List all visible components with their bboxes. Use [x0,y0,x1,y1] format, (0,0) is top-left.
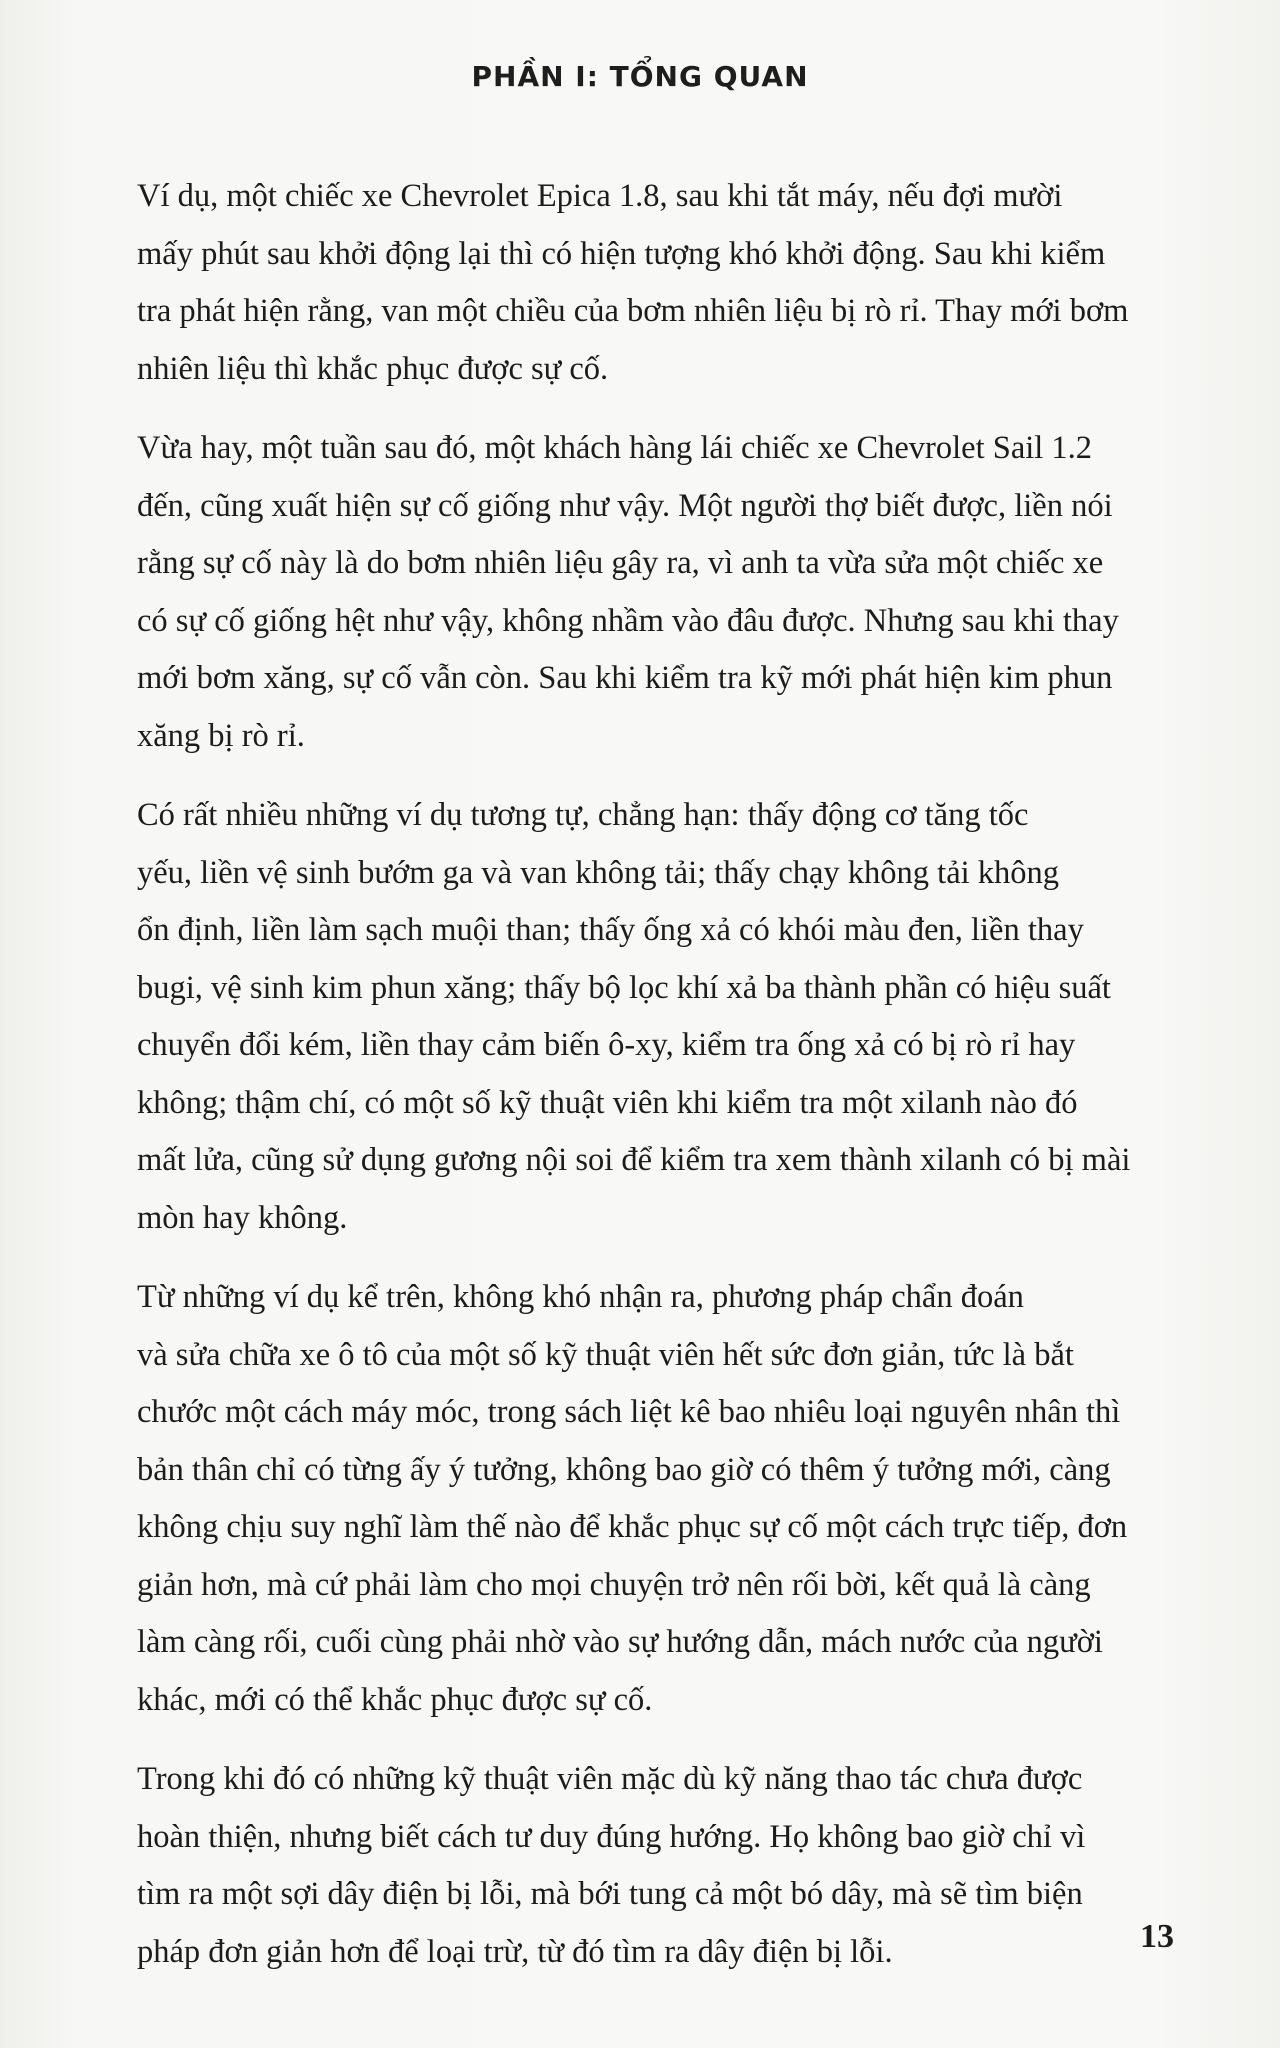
text-line: Vừa hay, một tuần sau đó, một khách hàng lái chiếc xe Chevrolet Sail 1.2 [137,430,1093,466]
paragraph-2 [137,420,1152,765]
paragraph-1 [137,168,1152,398]
text-line: bugi, vệ sinh kim phun xăng; thấy bộ lọc khí xả ba thành phần có hiệu suất [137,969,1111,1006]
body-text [137,168,1152,2003]
text-line: xăng bị rò rỉ. [137,717,305,754]
text-line: Có rất nhiều những ví dụ tương tự, chẳng hạn: thấy động cơ tăng tốc [137,797,1029,833]
text-line: không chịu suy nghĩ làm thế nào để khắc phục sự cố một cách trực tiếp, đơn [137,1509,1128,1545]
text-line: yếu, liền vệ sinh bướm ga và van không tải; thấy chạy không tải không [137,854,1060,891]
text-line: không; thậm chí, có một số kỹ thuật viên khi kiểm tra một xilanh nào đó [137,1084,1078,1121]
running-header: PHẦN I: TỔNG QUAN [471,60,809,93]
text-line: và sửa chữa xe ô tô của một số kỹ thuật viên hết sức đơn giản, tức là bắt [137,1336,1074,1373]
text-line: giản hơn, mà cứ phải làm cho mọi chuyện trở nên rối bời, kết quả là càng [137,1566,1091,1603]
text-line: rằng sự cố này là do bơm nhiên liệu gây ra, vì anh ta vừa sửa một chiếc xe [137,545,1104,581]
text-line: đến, cũng xuất hiện sự cố giống như vậy. Một người thợ biết được, liền nói [137,487,1113,524]
text-line: tra phát hiện rằng, van một chiều của bơm nhiên liệu bị rò rỉ. Thay mới bơm [137,293,1129,329]
paragraph-3 [137,787,1152,1247]
text-line: Trong khi đó có những kỹ thuật viên mặc dù kỹ năng thao tác chưa được [137,1761,1083,1797]
paragraph-4 [137,1269,1152,1729]
text-line: Ví dụ, một chiếc xe Chevrolet Epica 1.8, sau khi tắt máy, nếu đợi mười [137,178,1063,214]
text-line: ổn định, liền làm sạch muội than; thấy ống xả có khói màu đen, liền thay [137,912,1084,948]
text-line: hoàn thiện, nhưng biết cách tư duy đúng hướng. Họ không bao giờ chỉ vì [137,1818,1086,1855]
text-line: mấy phút sau khởi động lại thì có hiện tượng khó khởi động. Sau khi kiểm [137,235,1106,272]
text-line: có sự cố giống hệt như vậy, không nhầm vào đâu được. Nhưng sau khi thay [137,602,1119,639]
text-line: pháp đơn giản hơn để loại trừ, từ đó tìm ra dây điện bị lỗi. [137,1933,893,1970]
text-line: mòn hay không. [137,1199,348,1236]
text-line: chước một cách máy móc, trong sách liệt kê bao nhiêu loại nguyên nhân thì [137,1394,1121,1430]
text-line: mới bơm xăng, sự cố vẫn còn. Sau khi kiểm tra kỹ mới phát hiện kim phun [137,660,1113,696]
text-line: chuyển đổi kém, liền thay cảm biến ô-xy, kiểm tra ống xả có bị rò rỉ hay [137,1027,1076,1063]
page-number: 13 [1140,1918,1174,1955]
text-line: mất lửa, cũng sử dụng gương nội soi để kiểm tra xem thành xilanh có bị mài [137,1142,1131,1178]
text-line: bản thân chỉ có từng ấy ý tưởng, không bao giờ có thêm ý tưởng mới, càng [137,1451,1111,1488]
text-line: làm càng rối, cuối cùng phải nhờ vào sự hướng dẫn, mách nước của người [137,1624,1103,1660]
text-line: nhiên liệu thì khắc phục được sự cố. [137,350,609,387]
text-line: tìm ra một sợi dây điện bị lỗi, mà bới tung cả một bó dây, mà sẽ tìm biện [137,1876,1083,1912]
text-line: Từ những ví dụ kể trên, không khó nhận ra, phương pháp chẩn đoán [137,1279,1024,1315]
text-line: khác, mới có thể khắc phục được sự cố. [137,1681,653,1718]
paragraph-5 [137,1751,1152,1981]
